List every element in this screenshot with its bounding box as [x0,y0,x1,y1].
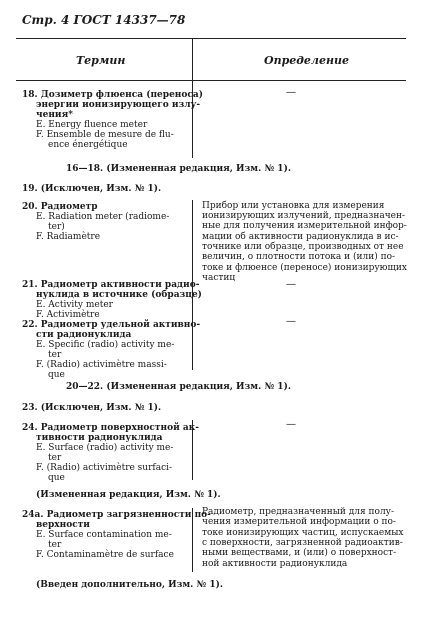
definition-21-dash: — [286,279,296,290]
term-18-english: E. Energy fluence meter [36,120,148,130]
term-22-english-1: E. Specific (radio) activity me- [36,340,175,350]
note-20-22: 20—22. (Измененная редакция, Изм. № 1). [66,382,291,392]
term-24a-english-1: E. Surface contamination me- [36,530,172,540]
definition-24-dash: — [286,419,296,430]
definition-20-line-5: точнике или образце, производных от нее [202,242,404,252]
definition-18-dash: — [286,87,296,98]
term-18-french-2: ence énergétique [48,140,128,150]
definition-22-dash: — [286,316,296,327]
term-24-line-2: тивности радионуклида [36,433,163,443]
definition-24a-line-3: токе ионизирующих частиц, испускаемых [202,528,404,538]
definition-20-line-7: токе и флюенсе (переносе) ионизирующих [202,263,407,273]
term-21-english: E. Activity meter [36,300,113,310]
term-24-french-1: F. (Radio) activimètre surfaci- [36,463,173,473]
table-header-rule [16,80,406,81]
term-24a-line-2: верхности [36,520,90,530]
definition-24a-line-5: ными веществами, и (или) о поверхност- [202,548,397,558]
term-24-french-2: que [48,473,65,483]
note-16-18: 16—18. (Измененная редакция, Изм. № 1). [66,164,291,174]
column-divider [192,200,193,280]
column-header-term: Термин [76,54,126,67]
term-24a-line-1: 24а. Радиометр загрязненности по- [22,510,211,520]
term-18-line-3: чения* [36,110,73,120]
term-21-french: F. Activimètre [36,310,100,320]
definition-20-line-3: ные для получения измерительной инфор- [202,221,407,231]
term-24-english-1: E. Surface (radio) activity me- [36,443,174,453]
term-24a-french: F. Contaminamètre de surface [36,550,174,560]
definition-20-line-8: частиц [202,273,236,283]
term-22-line-2: сти радионуклида [36,330,132,340]
term-20-english-1: E. Radiation meter (radiome- [36,212,170,222]
definition-20-line-1: Прибор или установка для измерения [202,201,385,211]
table-top-rule [16,38,406,39]
note-23: 23. (Исключен, Изм. № 1). [22,403,162,413]
term-20-line-1: 20. Радиометр [22,202,98,212]
term-21-line-2: нуклида в источнике (образце) [36,290,202,300]
definition-24a-line-6: ной активности радионуклида [202,559,348,569]
note-19: 19. (Исключен, Изм. № 1). [22,184,162,194]
note-24a: (Введен дополнительно, Изм. № 1). [36,580,224,590]
term-21-line-1: 21. Радиометр активности радио- [22,280,200,290]
definition-24a-line-4: с поверхности, загрязненной радиоактив- [202,538,403,548]
term-20-english-2: ter) [48,222,65,232]
definition-24a-line-2: чения измерительной информации о по- [202,517,396,527]
term-22-line-1: 22. Радиометр удельной активно- [22,320,201,330]
term-18-french-1: F. Ensemble de mesure de flu- [36,130,174,140]
term-24-line-1: 24. Радиометр поверхностной ак- [22,423,199,433]
term-24-english-2: ter [48,453,62,463]
column-header-definition: Определение [264,54,349,67]
term-24a-english-2: ter [48,540,62,550]
term-18-line-1: 18. Дозиметр флюенса (переноса) [22,90,203,100]
definition-20-line-6: величин, о плотности потока и (или) по- [202,252,396,262]
definition-20-line-2: ионизирующих излучений, предназначен- [202,211,406,221]
note-24: (Измененная редакция, Изм. № 1). [36,490,221,500]
term-22-english-2: ter [48,350,62,360]
definition-24a-line-1: Радиометр, предназначенный для полу- [202,507,394,517]
page-header: Стр. 4 ГОСТ 14337—78 [22,13,186,27]
term-18-line-2: энергии ионизирующего излу- [36,100,201,110]
definition-20-line-4: мации об активности радионуклида в ис- [202,232,399,242]
term-20-french: F. Radiamètre [36,232,101,242]
term-22-french-1: F. (Radio) activimètre massi- [36,360,167,370]
term-22-french-2: que [48,370,65,380]
